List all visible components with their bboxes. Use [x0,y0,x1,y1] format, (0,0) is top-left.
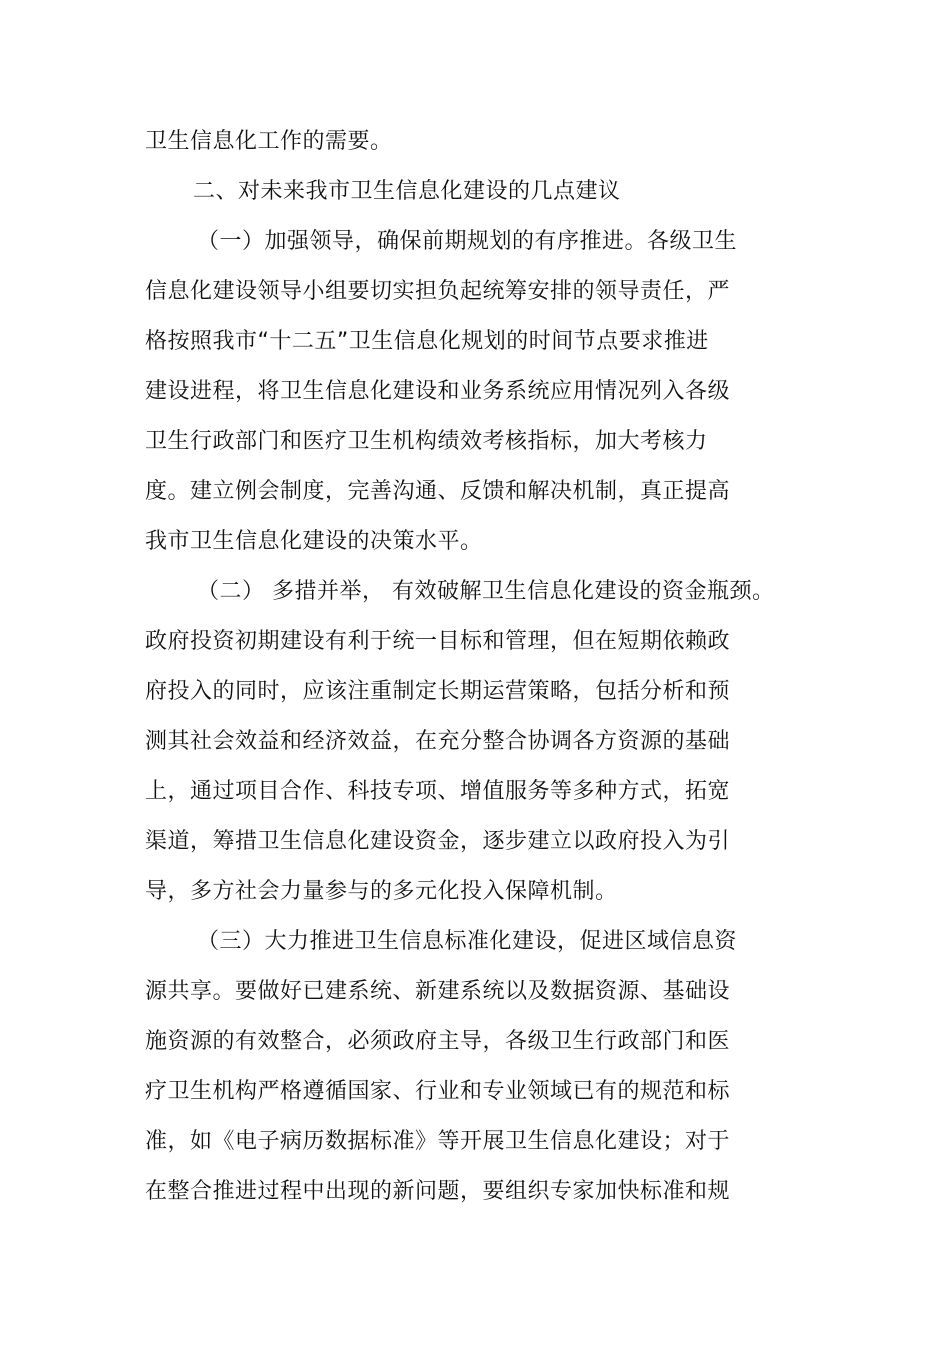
text-line: （二） 多措并举， 有效破解卫生信息化建设的资金瓶颈。 [197,579,775,604]
text-line: 测其社会效益和经济效益，在充分整合协调各方资源的基础 [145,729,731,754]
text-line: 我市卫生信息化建设的决策水平。 [145,529,483,554]
text-line: 准，如《电子病历数据标准》等开展卫生信息化建设；对于 [145,1129,731,1154]
text-line: 格按照我市“十二五”卫生信息化规划的时间节点要求推进 [145,329,709,354]
text-line: 信息化建设领导小组要切实担负起统筹安排的领导责任，严 [145,279,731,304]
text-line: 渠道，筹措卫生信息化建设资金，逐步建立以政府投入为引 [145,829,731,854]
text-line: 建设进程，将卫生信息化建设和业务系统应用情况列入各级 [145,379,731,404]
text-line: 在整合推进过程中出现的新问题，要组织专家加快标准和规 [145,1179,731,1204]
text-line: 导，多方社会力量参与的多元化投入保障机制。 [145,879,618,904]
text-line: （三）大力推进卫生信息标准化建设，促进区域信息资 [197,929,738,954]
text-line: 施资源的有效整合，必须政府主导，各级卫生行政部门和医 [145,1029,731,1054]
text-line: 政府投资初期建设有利于统一目标和管理，但在短期依赖政 [145,629,731,654]
text-line: 度。建立例会制度，完善沟通、反馈和解决机制，真正提高 [145,479,731,504]
text-line: 府投入的同时，应该注重制定长期运营策略，包括分析和预 [145,679,731,704]
section-heading: 二、对未来我市卫生信息化建设的几点建议 [193,179,621,204]
text-line: 卫生信息化工作的需要。 [145,129,393,154]
text-line: （一）加强领导，确保前期规划的有序推进。各级卫生 [197,229,738,254]
text-line: 源共享。要做好已建系统、新建系统以及数据资源、基础设 [145,979,731,1004]
text-line: 卫生行政部门和医疗卫生机构绩效考核指标，加大考核力 [145,429,708,454]
text-line: 上，通过项目合作、科技专项、增值服务等多种方式，拓宽 [145,779,731,804]
text-line: 疗卫生机构严格遵循国家、行业和专业领域已有的规范和标 [145,1079,731,1104]
